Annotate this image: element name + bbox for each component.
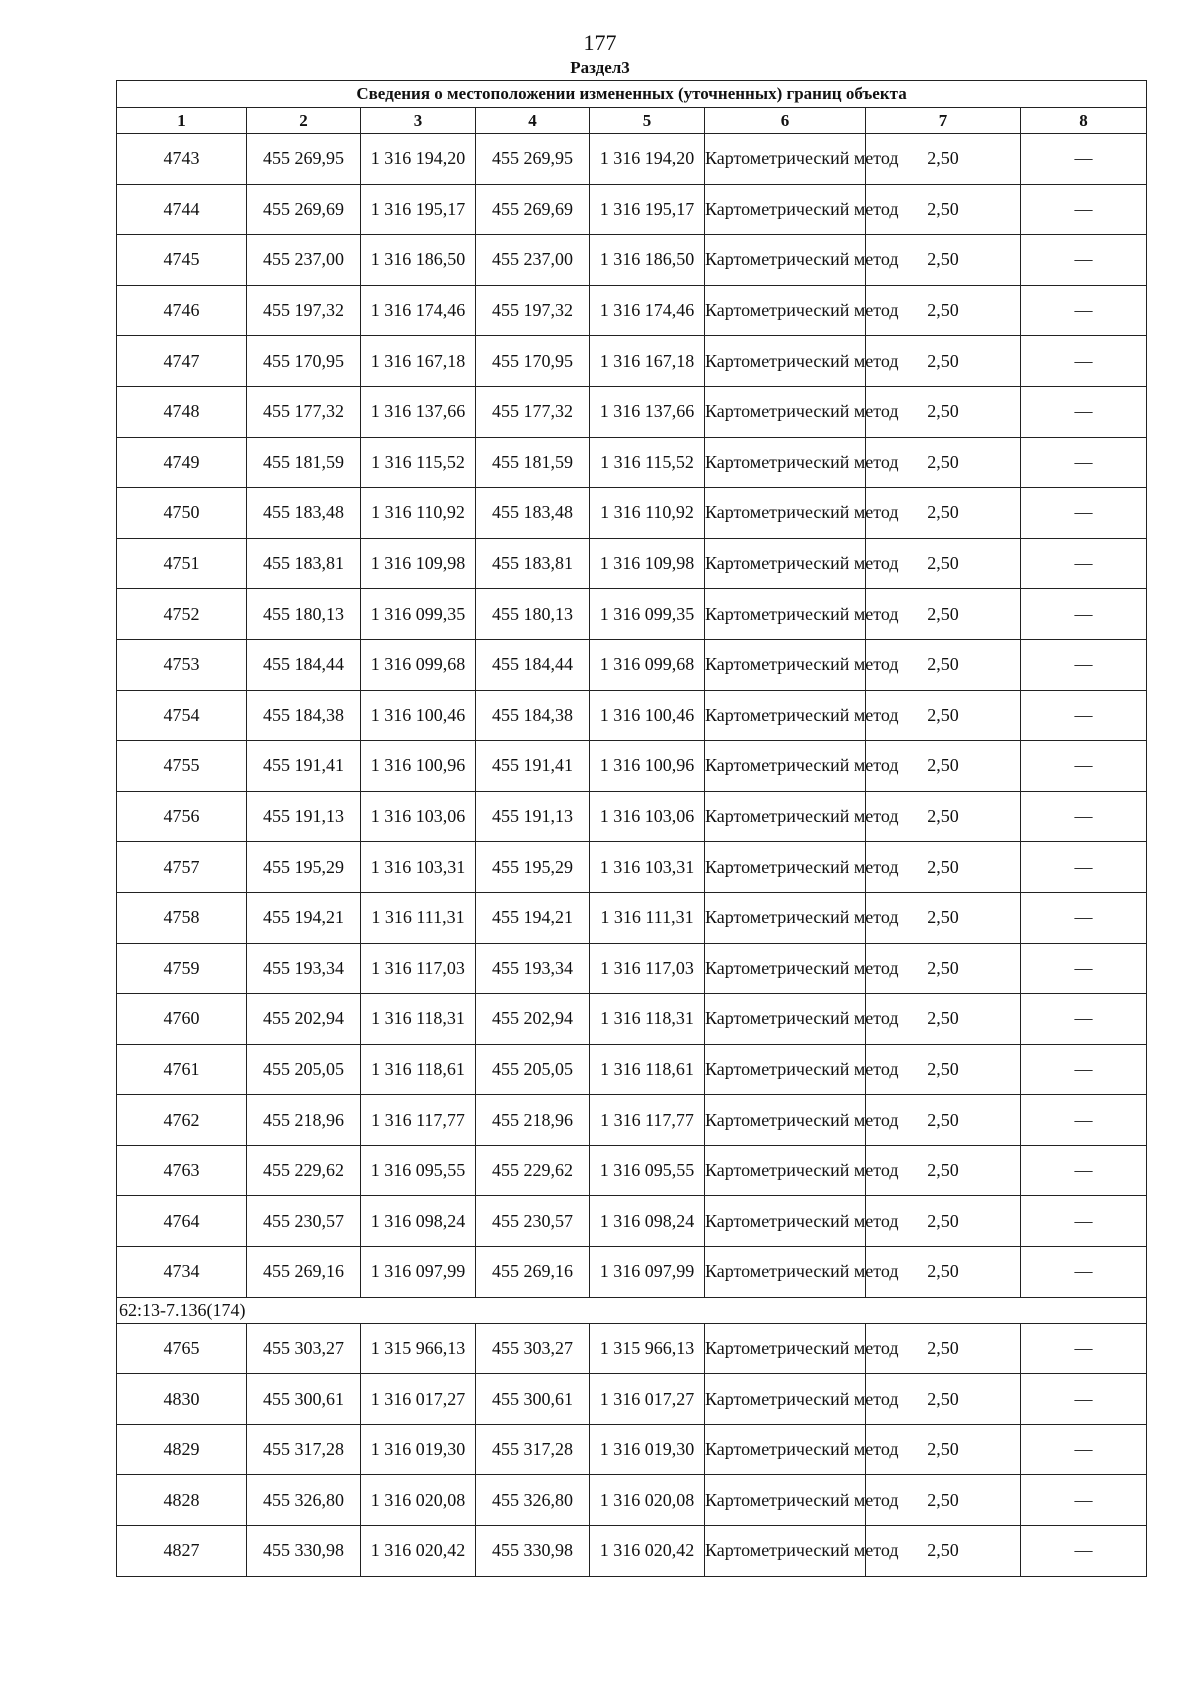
point-number-cell: 4765 xyxy=(117,1323,247,1374)
accuracy-cell: 2,50 xyxy=(866,842,1021,893)
y-new-cell: 1 315 966,13 xyxy=(590,1323,705,1374)
y-old-cell: 1 316 118,31 xyxy=(361,994,476,1045)
method-cell: Картометрический метод xyxy=(705,437,866,488)
x-old-cell: 455 205,05 xyxy=(247,1044,361,1095)
description-cell: — xyxy=(1021,184,1147,235)
x-new-cell: 455 170,95 xyxy=(476,336,590,387)
y-old-cell: 1 316 020,42 xyxy=(361,1526,476,1577)
table-row xyxy=(117,741,1147,792)
accuracy-cell: 2,50 xyxy=(866,235,1021,286)
x-old-cell: 455 230,57 xyxy=(247,1196,361,1247)
point-number-cell: 4749 xyxy=(117,437,247,488)
column-number: 4 xyxy=(476,108,590,134)
table-row xyxy=(117,842,1147,893)
table-row xyxy=(117,1044,1147,1095)
x-new-cell: 455 205,05 xyxy=(476,1044,590,1095)
point-number-cell: 4759 xyxy=(117,943,247,994)
table-row xyxy=(117,134,1147,185)
y-new-cell: 1 316 137,66 xyxy=(590,386,705,437)
accuracy-cell: 2,50 xyxy=(866,994,1021,1045)
method-cell: Картометрический метод xyxy=(705,1374,866,1425)
x-old-cell: 455 197,32 xyxy=(247,285,361,336)
x-new-cell: 455 300,61 xyxy=(476,1374,590,1425)
x-old-cell: 455 184,44 xyxy=(247,639,361,690)
point-number-cell: 4753 xyxy=(117,639,247,690)
accuracy-cell: 2,50 xyxy=(866,639,1021,690)
y-old-cell: 1 316 194,20 xyxy=(361,134,476,185)
y-new-cell: 1 316 118,61 xyxy=(590,1044,705,1095)
y-old-cell: 1 316 019,30 xyxy=(361,1424,476,1475)
method-cell: Картометрический метод xyxy=(705,1475,866,1526)
accuracy-cell: 2,50 xyxy=(866,488,1021,539)
x-new-cell: 455 184,44 xyxy=(476,639,590,690)
x-new-cell: 455 269,16 xyxy=(476,1247,590,1298)
x-old-cell: 455 237,00 xyxy=(247,235,361,286)
y-old-cell: 1 316 167,18 xyxy=(361,336,476,387)
x-new-cell: 455 180,13 xyxy=(476,589,590,640)
x-old-cell: 455 303,27 xyxy=(247,1323,361,1374)
point-number-cell: 4747 xyxy=(117,336,247,387)
x-old-cell: 455 180,13 xyxy=(247,589,361,640)
x-new-cell: 455 194,21 xyxy=(476,892,590,943)
section-label: Раздел3 xyxy=(570,58,630,77)
accuracy-cell: 2,50 xyxy=(866,538,1021,589)
table-row xyxy=(117,386,1147,437)
x-old-cell: 455 195,29 xyxy=(247,842,361,893)
x-old-cell: 455 269,95 xyxy=(247,134,361,185)
y-old-cell: 1 316 195,17 xyxy=(361,184,476,235)
accuracy-cell: 2,50 xyxy=(866,1196,1021,1247)
y-old-cell: 1 316 118,61 xyxy=(361,1044,476,1095)
x-new-cell: 455 183,81 xyxy=(476,538,590,589)
point-number-cell: 4748 xyxy=(117,386,247,437)
point-number-cell: 4752 xyxy=(117,589,247,640)
table-row xyxy=(117,1323,1147,1374)
accuracy-cell: 2,50 xyxy=(866,741,1021,792)
x-new-cell: 455 181,59 xyxy=(476,437,590,488)
accuracy-cell: 2,50 xyxy=(866,1374,1021,1425)
accuracy-cell: 2,50 xyxy=(866,386,1021,437)
y-new-cell: 1 316 110,92 xyxy=(590,488,705,539)
description-cell: — xyxy=(1021,1196,1147,1247)
point-number-cell: 4761 xyxy=(117,1044,247,1095)
method-cell: Картометрический метод xyxy=(705,741,866,792)
method-cell: Картометрический метод xyxy=(705,1196,866,1247)
y-old-cell: 1 316 100,46 xyxy=(361,690,476,741)
y-new-cell: 1 316 117,77 xyxy=(590,1095,705,1146)
description-cell: — xyxy=(1021,741,1147,792)
description-cell: — xyxy=(1021,842,1147,893)
description-cell: — xyxy=(1021,892,1147,943)
y-new-cell: 1 316 195,17 xyxy=(590,184,705,235)
x-old-cell: 455 170,95 xyxy=(247,336,361,387)
accuracy-cell: 2,50 xyxy=(866,1475,1021,1526)
accuracy-cell: 2,50 xyxy=(866,1323,1021,1374)
y-new-cell: 1 316 099,68 xyxy=(590,639,705,690)
accuracy-cell: 2,50 xyxy=(866,336,1021,387)
point-number-cell: 4758 xyxy=(117,892,247,943)
y-new-cell: 1 316 020,08 xyxy=(590,1475,705,1526)
point-number-cell: 4757 xyxy=(117,842,247,893)
x-new-cell: 455 191,13 xyxy=(476,791,590,842)
description-cell: — xyxy=(1021,1475,1147,1526)
x-new-cell: 455 197,32 xyxy=(476,285,590,336)
method-cell: Картометрический метод xyxy=(705,639,866,690)
table-row xyxy=(117,1247,1147,1298)
table-row xyxy=(117,488,1147,539)
method-cell: Картометрический метод xyxy=(705,943,866,994)
accuracy-cell: 2,50 xyxy=(866,690,1021,741)
method-cell: Картометрический метод xyxy=(705,1424,866,1475)
x-new-cell: 455 184,38 xyxy=(476,690,590,741)
description-cell: — xyxy=(1021,1145,1147,1196)
point-number-cell: 4763 xyxy=(117,1145,247,1196)
y-new-cell: 1 316 099,35 xyxy=(590,589,705,640)
y-old-cell: 1 316 098,24 xyxy=(361,1196,476,1247)
method-cell: Картометрический метод xyxy=(705,235,866,286)
point-number-cell: 4734 xyxy=(117,1247,247,1298)
point-number-cell: 4828 xyxy=(117,1475,247,1526)
accuracy-cell: 2,50 xyxy=(866,943,1021,994)
group-row xyxy=(117,1297,1147,1323)
description-cell: — xyxy=(1021,285,1147,336)
y-new-cell: 1 316 103,31 xyxy=(590,842,705,893)
y-old-cell: 1 316 117,77 xyxy=(361,1095,476,1146)
point-number-cell: 4751 xyxy=(117,538,247,589)
x-new-cell: 455 269,95 xyxy=(476,134,590,185)
method-cell: Картометрический метод xyxy=(705,1526,866,1577)
accuracy-cell: 2,50 xyxy=(866,892,1021,943)
description-cell: — xyxy=(1021,690,1147,741)
y-new-cell: 1 316 095,55 xyxy=(590,1145,705,1196)
y-new-cell: 1 316 098,24 xyxy=(590,1196,705,1247)
accuracy-cell: 2,50 xyxy=(866,134,1021,185)
table-row xyxy=(117,235,1147,286)
description-cell: — xyxy=(1021,1044,1147,1095)
point-number-cell: 4750 xyxy=(117,488,247,539)
y-old-cell: 1 316 100,96 xyxy=(361,741,476,792)
y-new-cell: 1 316 097,99 xyxy=(590,1247,705,1298)
table-row xyxy=(117,285,1147,336)
table-row xyxy=(117,690,1147,741)
table-row xyxy=(117,538,1147,589)
method-cell: Картометрический метод xyxy=(705,488,866,539)
y-old-cell: 1 316 099,68 xyxy=(361,639,476,690)
table-row xyxy=(117,791,1147,842)
point-number-cell: 4829 xyxy=(117,1424,247,1475)
method-cell: Картометрический метод xyxy=(705,336,866,387)
method-cell: Картометрический метод xyxy=(705,1323,866,1374)
table-row xyxy=(117,639,1147,690)
accuracy-cell: 2,50 xyxy=(866,791,1021,842)
y-new-cell: 1 316 115,52 xyxy=(590,437,705,488)
accuracy-cell: 2,50 xyxy=(866,1145,1021,1196)
x-new-cell: 455 230,57 xyxy=(476,1196,590,1247)
coordinates-table xyxy=(116,80,1147,1577)
table-row xyxy=(117,1526,1147,1577)
table-row xyxy=(117,437,1147,488)
point-number-cell: 4827 xyxy=(117,1526,247,1577)
x-new-cell: 455 193,34 xyxy=(476,943,590,994)
method-cell: Картометрический метод xyxy=(705,1247,866,1298)
x-old-cell: 455 191,13 xyxy=(247,791,361,842)
x-old-cell: 455 218,96 xyxy=(247,1095,361,1146)
x-new-cell: 455 330,98 xyxy=(476,1526,590,1577)
page-number: 177 xyxy=(583,30,617,55)
y-new-cell: 1 316 017,27 xyxy=(590,1374,705,1425)
description-cell: — xyxy=(1021,1424,1147,1475)
point-number-cell: 4744 xyxy=(117,184,247,235)
table-body xyxy=(117,134,1147,1577)
x-new-cell: 455 183,48 xyxy=(476,488,590,539)
y-new-cell: 1 316 109,98 xyxy=(590,538,705,589)
x-old-cell: 455 326,80 xyxy=(247,1475,361,1526)
description-cell: — xyxy=(1021,488,1147,539)
method-cell: Картометрический метод xyxy=(705,1044,866,1095)
y-new-cell: 1 316 100,96 xyxy=(590,741,705,792)
y-new-cell: 1 316 174,46 xyxy=(590,285,705,336)
y-new-cell: 1 316 186,50 xyxy=(590,235,705,286)
x-old-cell: 455 229,62 xyxy=(247,1145,361,1196)
accuracy-cell: 2,50 xyxy=(866,1526,1021,1577)
x-old-cell: 455 300,61 xyxy=(247,1374,361,1425)
y-old-cell: 1 316 103,06 xyxy=(361,791,476,842)
table-row xyxy=(117,994,1147,1045)
method-cell: Картометрический метод xyxy=(705,1145,866,1196)
x-new-cell: 455 326,80 xyxy=(476,1475,590,1526)
accuracy-cell: 2,50 xyxy=(866,1095,1021,1146)
y-old-cell: 1 316 174,46 xyxy=(361,285,476,336)
column-number: 3 xyxy=(361,108,476,134)
x-old-cell: 455 194,21 xyxy=(247,892,361,943)
method-cell: Картометрический метод xyxy=(705,791,866,842)
x-new-cell: 455 202,94 xyxy=(476,994,590,1045)
point-number-cell: 4764 xyxy=(117,1196,247,1247)
x-new-cell: 455 237,00 xyxy=(476,235,590,286)
description-cell: — xyxy=(1021,1323,1147,1374)
description-cell: — xyxy=(1021,1247,1147,1298)
point-number-cell: 4756 xyxy=(117,791,247,842)
description-cell: — xyxy=(1021,437,1147,488)
point-number-cell: 4755 xyxy=(117,741,247,792)
x-old-cell: 455 191,41 xyxy=(247,741,361,792)
y-old-cell: 1 316 111,31 xyxy=(361,892,476,943)
x-new-cell: 455 218,96 xyxy=(476,1095,590,1146)
y-new-cell: 1 316 111,31 xyxy=(590,892,705,943)
accuracy-cell: 2,50 xyxy=(866,184,1021,235)
y-old-cell: 1 316 095,55 xyxy=(361,1145,476,1196)
x-old-cell: 455 183,48 xyxy=(247,488,361,539)
y-old-cell: 1 315 966,13 xyxy=(361,1323,476,1374)
column-number: 1 xyxy=(117,108,247,134)
x-old-cell: 455 317,28 xyxy=(247,1424,361,1475)
y-new-cell: 1 316 117,03 xyxy=(590,943,705,994)
description-cell: — xyxy=(1021,639,1147,690)
accuracy-cell: 2,50 xyxy=(866,1424,1021,1475)
point-number-cell: 4746 xyxy=(117,285,247,336)
method-cell: Картометрический метод xyxy=(705,589,866,640)
y-new-cell: 1 316 019,30 xyxy=(590,1424,705,1475)
x-old-cell: 455 269,16 xyxy=(247,1247,361,1298)
y-old-cell: 1 316 017,27 xyxy=(361,1374,476,1425)
description-cell: — xyxy=(1021,134,1147,185)
table-row xyxy=(117,1196,1147,1247)
table-row xyxy=(117,184,1147,235)
description-cell: — xyxy=(1021,589,1147,640)
column-number-row xyxy=(117,108,1147,134)
description-cell: — xyxy=(1021,336,1147,387)
column-number: 8 xyxy=(1021,108,1147,134)
table-row xyxy=(117,1424,1147,1475)
method-cell: Картометрический метод xyxy=(705,184,866,235)
point-number-cell: 4745 xyxy=(117,235,247,286)
method-cell: Картометрический метод xyxy=(705,386,866,437)
y-old-cell: 1 316 117,03 xyxy=(361,943,476,994)
accuracy-cell: 2,50 xyxy=(866,1044,1021,1095)
table-row xyxy=(117,1374,1147,1425)
table-row xyxy=(117,943,1147,994)
method-cell: Картометрический метод xyxy=(705,994,866,1045)
x-new-cell: 455 177,32 xyxy=(476,386,590,437)
point-number-cell: 4754 xyxy=(117,690,247,741)
accuracy-cell: 2,50 xyxy=(866,589,1021,640)
description-cell: — xyxy=(1021,943,1147,994)
x-new-cell: 455 229,62 xyxy=(476,1145,590,1196)
method-cell: Картометрический метод xyxy=(705,892,866,943)
method-cell: Картометрический метод xyxy=(705,842,866,893)
y-new-cell: 1 316 118,31 xyxy=(590,994,705,1045)
accuracy-cell: 2,50 xyxy=(866,285,1021,336)
y-old-cell: 1 316 103,31 xyxy=(361,842,476,893)
table-row xyxy=(117,1145,1147,1196)
column-number: 2 xyxy=(247,108,361,134)
y-new-cell: 1 316 103,06 xyxy=(590,791,705,842)
x-old-cell: 455 269,69 xyxy=(247,184,361,235)
group-label: 62:13-7.136(174) xyxy=(117,1297,1147,1323)
description-cell: — xyxy=(1021,1526,1147,1577)
y-old-cell: 1 316 020,08 xyxy=(361,1475,476,1526)
x-new-cell: 455 195,29 xyxy=(476,842,590,893)
x-old-cell: 455 193,34 xyxy=(247,943,361,994)
description-cell: — xyxy=(1021,994,1147,1045)
y-new-cell: 1 316 100,46 xyxy=(590,690,705,741)
x-old-cell: 455 183,81 xyxy=(247,538,361,589)
column-number: 5 xyxy=(590,108,705,134)
y-old-cell: 1 316 097,99 xyxy=(361,1247,476,1298)
table-row xyxy=(117,1475,1147,1526)
accuracy-cell: 2,50 xyxy=(866,437,1021,488)
description-cell: — xyxy=(1021,538,1147,589)
x-new-cell: 455 303,27 xyxy=(476,1323,590,1374)
point-number-cell: 4743 xyxy=(117,134,247,185)
y-old-cell: 1 316 137,66 xyxy=(361,386,476,437)
description-cell: — xyxy=(1021,386,1147,437)
description-cell: — xyxy=(1021,1095,1147,1146)
accuracy-cell: 2,50 xyxy=(866,1247,1021,1298)
x-new-cell: 455 269,69 xyxy=(476,184,590,235)
y-new-cell: 1 316 194,20 xyxy=(590,134,705,185)
method-cell: Картометрический метод xyxy=(705,1095,866,1146)
x-old-cell: 455 181,59 xyxy=(247,437,361,488)
description-cell: — xyxy=(1021,1374,1147,1425)
method-cell: Картометрический метод xyxy=(705,538,866,589)
y-new-cell: 1 316 020,42 xyxy=(590,1526,705,1577)
description-cell: — xyxy=(1021,791,1147,842)
x-old-cell: 455 177,32 xyxy=(247,386,361,437)
method-cell: Картометрический метод xyxy=(705,285,866,336)
table-title: Сведения о местоположении измененных (уточненных) границ объекта xyxy=(117,81,1147,108)
method-cell: Картометрический метод xyxy=(705,134,866,185)
point-number-cell: 4830 xyxy=(117,1374,247,1425)
x-old-cell: 455 202,94 xyxy=(247,994,361,1045)
y-old-cell: 1 316 110,92 xyxy=(361,488,476,539)
table-row xyxy=(117,336,1147,387)
table-row xyxy=(117,892,1147,943)
x-new-cell: 455 317,28 xyxy=(476,1424,590,1475)
y-old-cell: 1 316 109,98 xyxy=(361,538,476,589)
point-number-cell: 4760 xyxy=(117,994,247,1045)
table-row xyxy=(117,1095,1147,1146)
y-new-cell: 1 316 167,18 xyxy=(590,336,705,387)
y-old-cell: 1 316 186,50 xyxy=(361,235,476,286)
y-old-cell: 1 316 099,35 xyxy=(361,589,476,640)
column-number: 7 xyxy=(866,108,1021,134)
description-cell: — xyxy=(1021,235,1147,286)
method-cell: Картометрический метод xyxy=(705,690,866,741)
x-new-cell: 455 191,41 xyxy=(476,741,590,792)
point-number-cell: 4762 xyxy=(117,1095,247,1146)
x-old-cell: 455 184,38 xyxy=(247,690,361,741)
table-row xyxy=(117,589,1147,640)
y-old-cell: 1 316 115,52 xyxy=(361,437,476,488)
x-old-cell: 455 330,98 xyxy=(247,1526,361,1577)
column-number: 6 xyxy=(705,108,866,134)
